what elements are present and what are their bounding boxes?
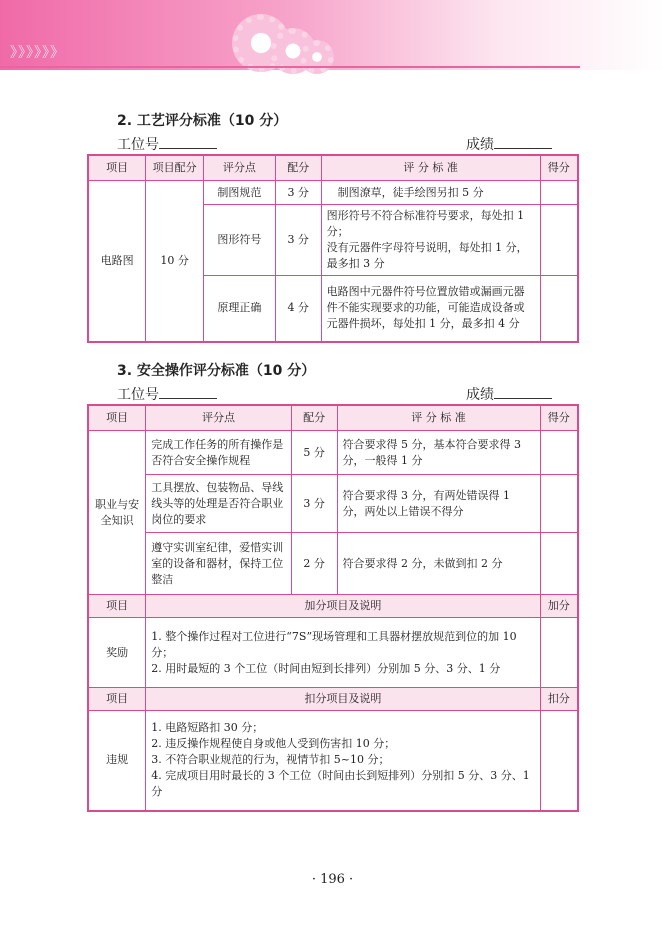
station-number-blank[interactable] xyxy=(159,136,217,149)
penalty-score-cell[interactable] xyxy=(540,711,578,811)
station-number-field: 工位号 xyxy=(117,134,217,154)
penalty-row xyxy=(88,711,578,811)
score-blank[interactable] xyxy=(494,136,552,149)
score-cell[interactable] xyxy=(540,431,578,475)
section-3-title: 3. 安全操作评分标准（10 分） xyxy=(117,363,316,379)
gear-icon xyxy=(300,40,334,74)
bonus-row xyxy=(88,618,578,688)
table-row: 电路图 10 分 制图规范 3 分 制图潦草，徒手绘图另扣 5 分 xyxy=(88,181,578,205)
table-row: 工具摆放、包装物品、导线线头等的处理是否符合职业岗位的要求 3 分 符合要求得 3 分，有两处错误得 1 分，两处以上错误不得分 xyxy=(88,475,578,533)
bonus-label: 奖励 xyxy=(88,618,146,688)
score-cell[interactable] xyxy=(540,276,578,342)
table-row: 职业与安全知识 完成工作任务的所有操作是否符合安全操作规程 5 分 符合要求得 5 分，基本符合要求得 3 分，一般得 1 分 xyxy=(88,431,578,475)
table-row: 原理正确 4 分 电路图中元器件符号位置放错或漏画元器件不能实现要求的功能，可能造成设备或元器件损坏，每处扣 1 分，最多扣 4 分 xyxy=(88,276,578,342)
section-2-title: 2. 工艺评分标准（10 分） xyxy=(117,113,288,129)
station-number-field: 工位号 xyxy=(117,384,217,404)
score-cell[interactable] xyxy=(540,205,578,276)
chevron-right-icon: 》》》》》》 xyxy=(10,45,65,61)
project-name: 职业与安全知识 xyxy=(88,431,146,595)
penalty-description: 1. 电路短路扣 30 分； 2. 违反操作规程使自身或他人受到伤害扣 10 分； 3. 不符合职业规范的行为，视情节扣 5~10 分； 4. 完成项目用时最长的 3 个工位（时间由长到短排列）分别扣 5 分、3 分、1 分 xyxy=(146,711,540,811)
bonus-description: 1. 整个操作过程对工位进行“7S”现场管理和工具器材摆放规范到位的加 10 分； 2. 用时最短的 3 个工位（时间由短到长排列）分别加 5 分、3 分、1 分 xyxy=(146,618,540,688)
score-cell[interactable] xyxy=(540,475,578,533)
penalty-header-row: 项目 扣分项目及说明 扣分 xyxy=(88,688,578,711)
table-header-row: 项目 评分点 配分 评 分 标 准 得分 xyxy=(88,405,578,431)
penalty-label: 违规 xyxy=(88,711,146,811)
station-number-blank[interactable] xyxy=(159,386,217,399)
bonus-score-cell[interactable] xyxy=(540,618,578,688)
score-field: 成绩 xyxy=(466,384,552,404)
page-number: · 196 · xyxy=(311,872,354,887)
score-cell[interactable] xyxy=(540,533,578,595)
score-blank[interactable] xyxy=(494,386,552,399)
project-name: 电路图 xyxy=(88,181,146,342)
bonus-header-row: 项目 加分项目及说明 加分 xyxy=(88,595,578,618)
score-field: 成绩 xyxy=(466,134,552,154)
safety-score-table xyxy=(87,404,579,812)
table-header-row: 项目 项目配分 评分点 配分 评 分 标 准 得分 xyxy=(88,155,578,181)
score-cell[interactable] xyxy=(540,181,578,205)
project-points: 10 分 xyxy=(146,181,204,342)
banner-divider xyxy=(0,66,580,68)
craft-score-table xyxy=(87,154,579,343)
table-row: 图形符号 3 分 图形符号不符合标准符号要求，每处扣 1 分； 没有元器件字母符号说明，每处扣 1 分，最多扣 3 分 xyxy=(88,205,578,276)
table-row: 遵守实训室纪律，爱惜实训室的设备和器材，保持工位整洁 2 分 符合要求得 2 分，未做到扣 2 分 xyxy=(88,533,578,595)
